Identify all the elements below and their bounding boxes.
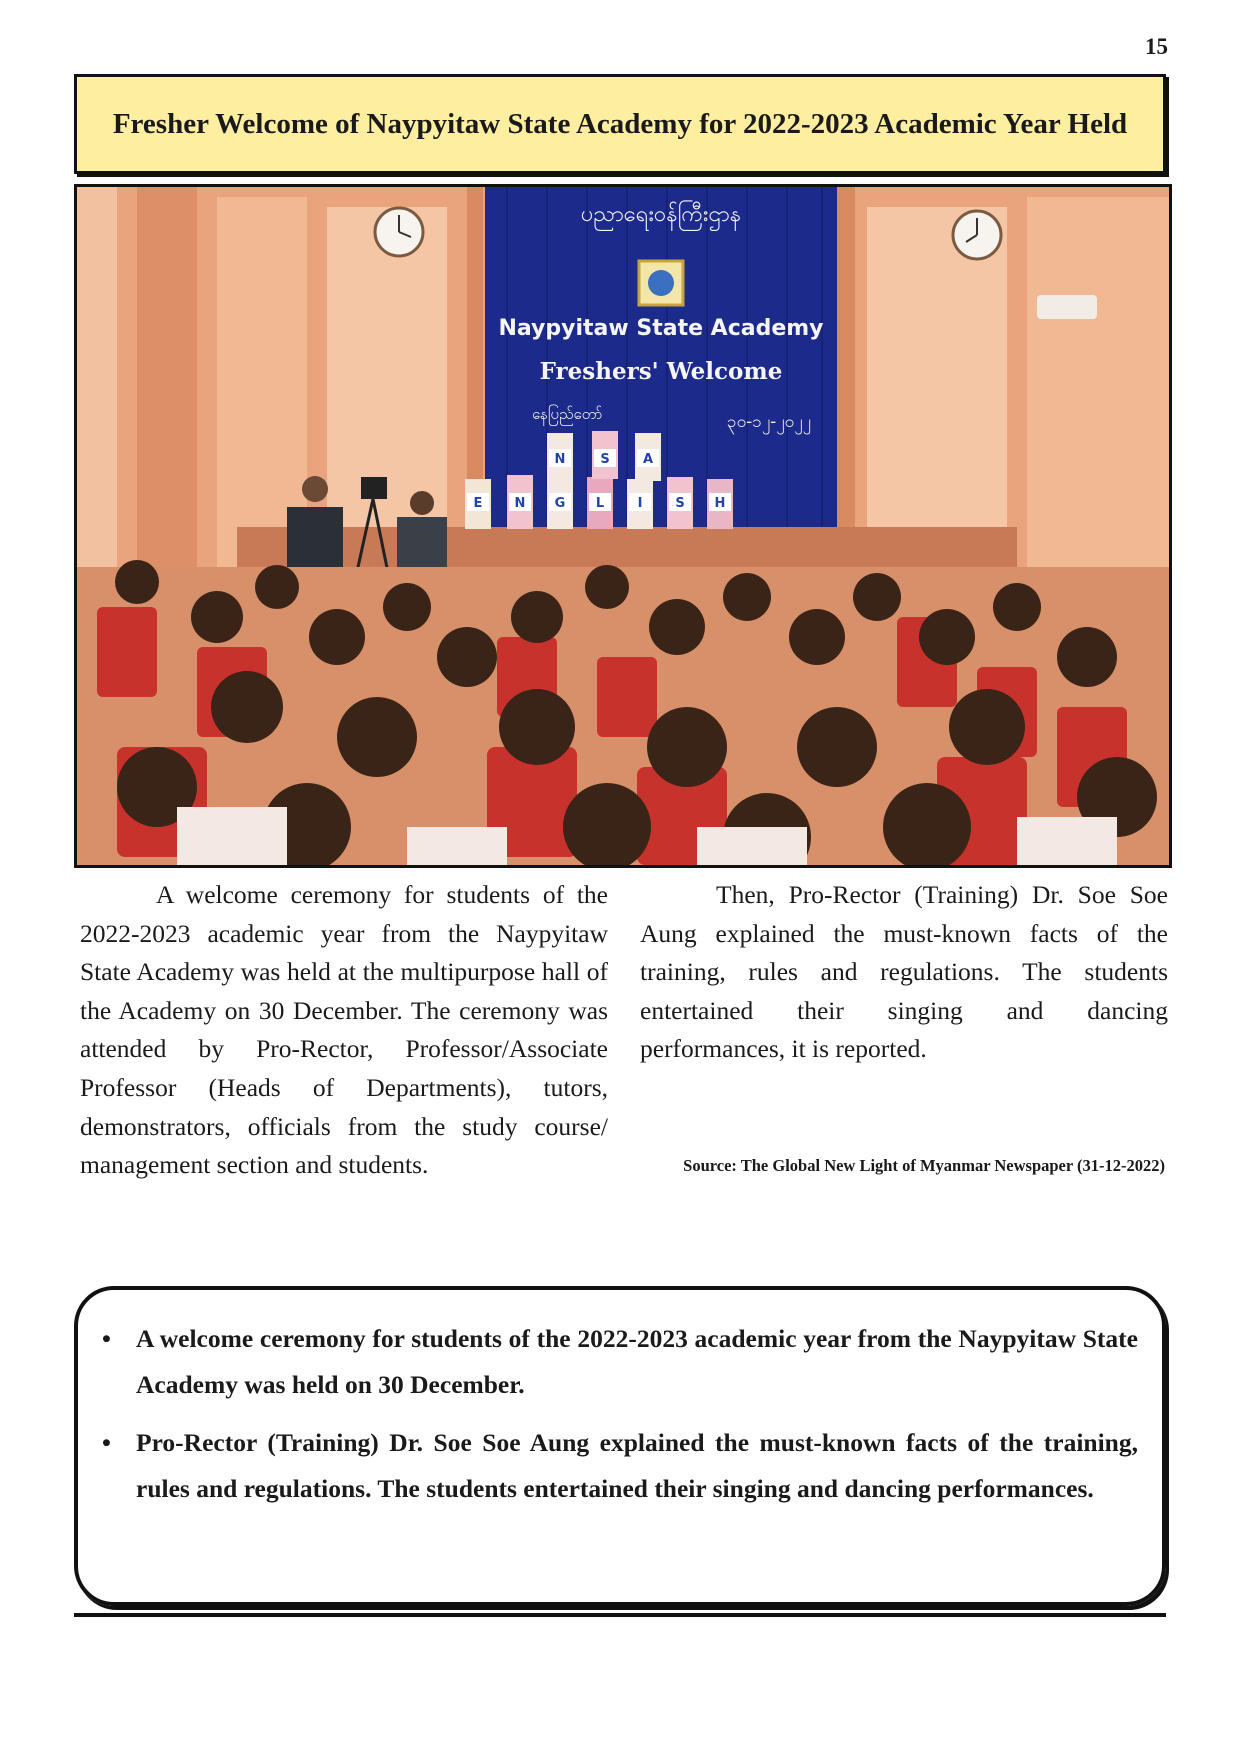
summary-box [74, 1286, 1166, 1606]
banner-myanmar-top: ပညာရေးဝန်ကြီးဌာန [580, 202, 742, 227]
bullet-icon: • [102, 1324, 111, 1353]
summary-list [102, 1316, 1138, 1512]
banner-myanmar-left: နေပြည်တော် [532, 405, 603, 423]
summary-item [102, 1420, 1138, 1512]
placard-top-3: A [642, 452, 654, 467]
article-source: Source: The Global New Light of Myanmar Newspaper (31-12-2022) [683, 1156, 1165, 1175]
banner-date: ၃၀-၁၂-၂၀၂၂ [727, 412, 811, 432]
placard-bottom-4: L [595, 496, 605, 511]
page-number: 15 [1145, 34, 1168, 59]
summary-item-text: Pro-Rector (Training) Dr. Soe Soe Aung explained the must-known facts of the training, rules and regulations. The students entertained their singing and dancing performances. [136, 1428, 1138, 1503]
event-photo [74, 184, 1172, 868]
banner-line-1: Naypyitaw State Academy [498, 316, 824, 341]
summary-item [102, 1316, 1138, 1408]
placard-bottom-2: N [514, 496, 526, 511]
banner-line-2: Freshers' Welcome [539, 358, 783, 385]
placard-bottom-5: I [637, 496, 643, 511]
article-column-left [80, 876, 608, 1185]
placard-bottom-1: E [473, 496, 483, 511]
placard-bottom-7: H [714, 496, 726, 511]
article-paragraph-left: A welcome ceremony for students of the 2022-2023 academic year from the Naypyitaw State Academy was held at the multipurpose hall of the Academy on 30 December. The ceremony was attended by Pro-Rector, Professor/Associate Professor (Heads of Departments), tutors, demonstrators, officials from the study course/ management section and students. [80, 880, 608, 1180]
article-title: Fresher Welcome of Naypyitaw State Academy for 2022-2023 Academic Year Held [112, 107, 1128, 140]
summary-item-text: A welcome ceremony for students of the 2022-2023 academic year from the Naypyitaw State Academy was held on 30 December. [136, 1324, 1138, 1399]
placard-top-1: N [554, 452, 566, 467]
bottom-divider [74, 1613, 1166, 1617]
article-title-box [74, 74, 1166, 174]
article-column-right [640, 876, 1168, 1069]
article-paragraph-right: Then, Pro-Rector (Training) Dr. Soe Soe Aung explained the must-known facts of the training, rules and regulations. The students entertained their singing and dancing performances, it is reported. [640, 880, 1168, 1064]
placard-top-2: S [600, 452, 610, 467]
placard-bottom-3: G [554, 496, 566, 511]
bullet-icon: • [102, 1428, 111, 1457]
placard-bottom-6: S [675, 496, 685, 511]
